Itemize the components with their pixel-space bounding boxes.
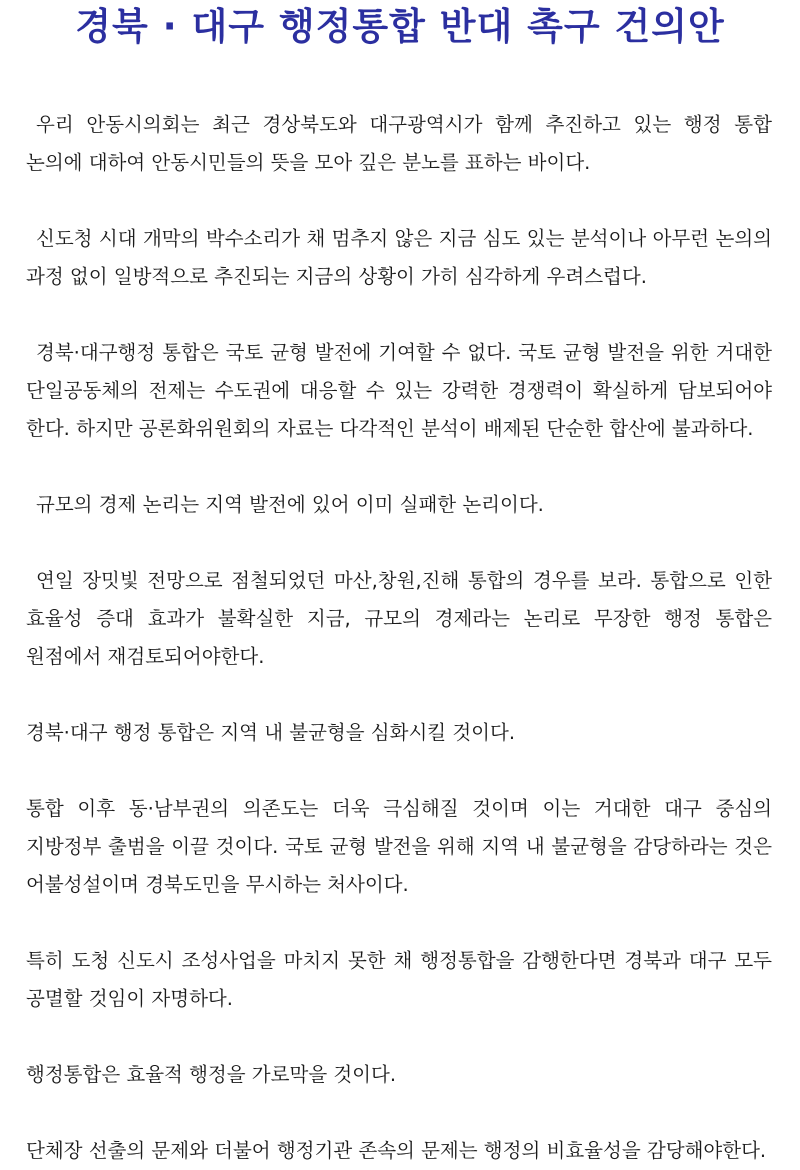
paragraph-6: 경북·대구 행정 통합은 지역 내 불균형을 심화시킬 것이다. — [26, 721, 516, 744]
paragraph-7: 통합 이후 동·남부권의 의존도는 더욱 극심해질 것이며 이는 거대한 대구 중심의 지방정부 출범을 이끌 것이다. 국토 균형 발전을 위해 지역 내 불균형을 감당하라는 것은 어불성설이며 경북도민을 무시하는 처사이다. — [26, 797, 772, 896]
paragraph-1: 우리 안동시의회는 최근 경상북도와 대구광역시가 함께 추진하고 있는 행정 통합 논의에 대하여 안동시민들의 뜻을 모아 깊은 분노를 표하는 바이다. — [26, 113, 772, 174]
document-body — [26, 106, 772, 1170]
paragraph-2: 신도청 시대 개막의 박수소리가 채 멈추지 않은 지금 심도 있는 분석이나 아무런 논의의 과정 없이 일방적으로 추진되는 지금의 상황이 가히 심각하게 우려스럽다. — [26, 227, 772, 288]
paragraph-3: 경북·대구행정 통합은 국토 균형 발전에 기여할 수 없다. 국토 균형 발전을 위한 거대한 단일공동체의 전제는 수도권에 대응할 수 있는 강력한 경쟁력이 확실하게 담보되어야 한다. 하지만 공론화위원회의 자료는 다각적인 분석이 배제된 단순한 합산에 불과하다. — [26, 341, 772, 440]
paragraph-9: 행정통합은 효율적 행정을 가로막을 것이다. — [26, 1063, 397, 1086]
paragraph-8: 특히 도청 신도시 조성사업을 마치지 못한 채 행정통합을 감행한다면 경북과 대구 모두 공멸할 것임이 자명하다. — [26, 949, 772, 1010]
paragraph-4: 규모의 경제 논리는 지역 발전에 있어 이미 실패한 논리이다. — [36, 493, 544, 516]
document-title: 경북 · 대구 행정통합 반대 촉구 건의안 — [75, 5, 725, 48]
paragraph-10: 단체장 선출의 문제와 더불어 행정기관 존속의 문제는 행정의 비효율성을 감당해야한다. — [26, 1139, 767, 1162]
paragraph-5: 연일 장밋빛 전망으로 점철되었던 마산,창원,진해 통합의 경우를 보라. 통합으로 인한 효율성 증대 효과가 불확실한 지금, 규모의 경제라는 논리로 무장한 행정 통합은 원점에서 재검토되어야한다. — [26, 569, 772, 668]
